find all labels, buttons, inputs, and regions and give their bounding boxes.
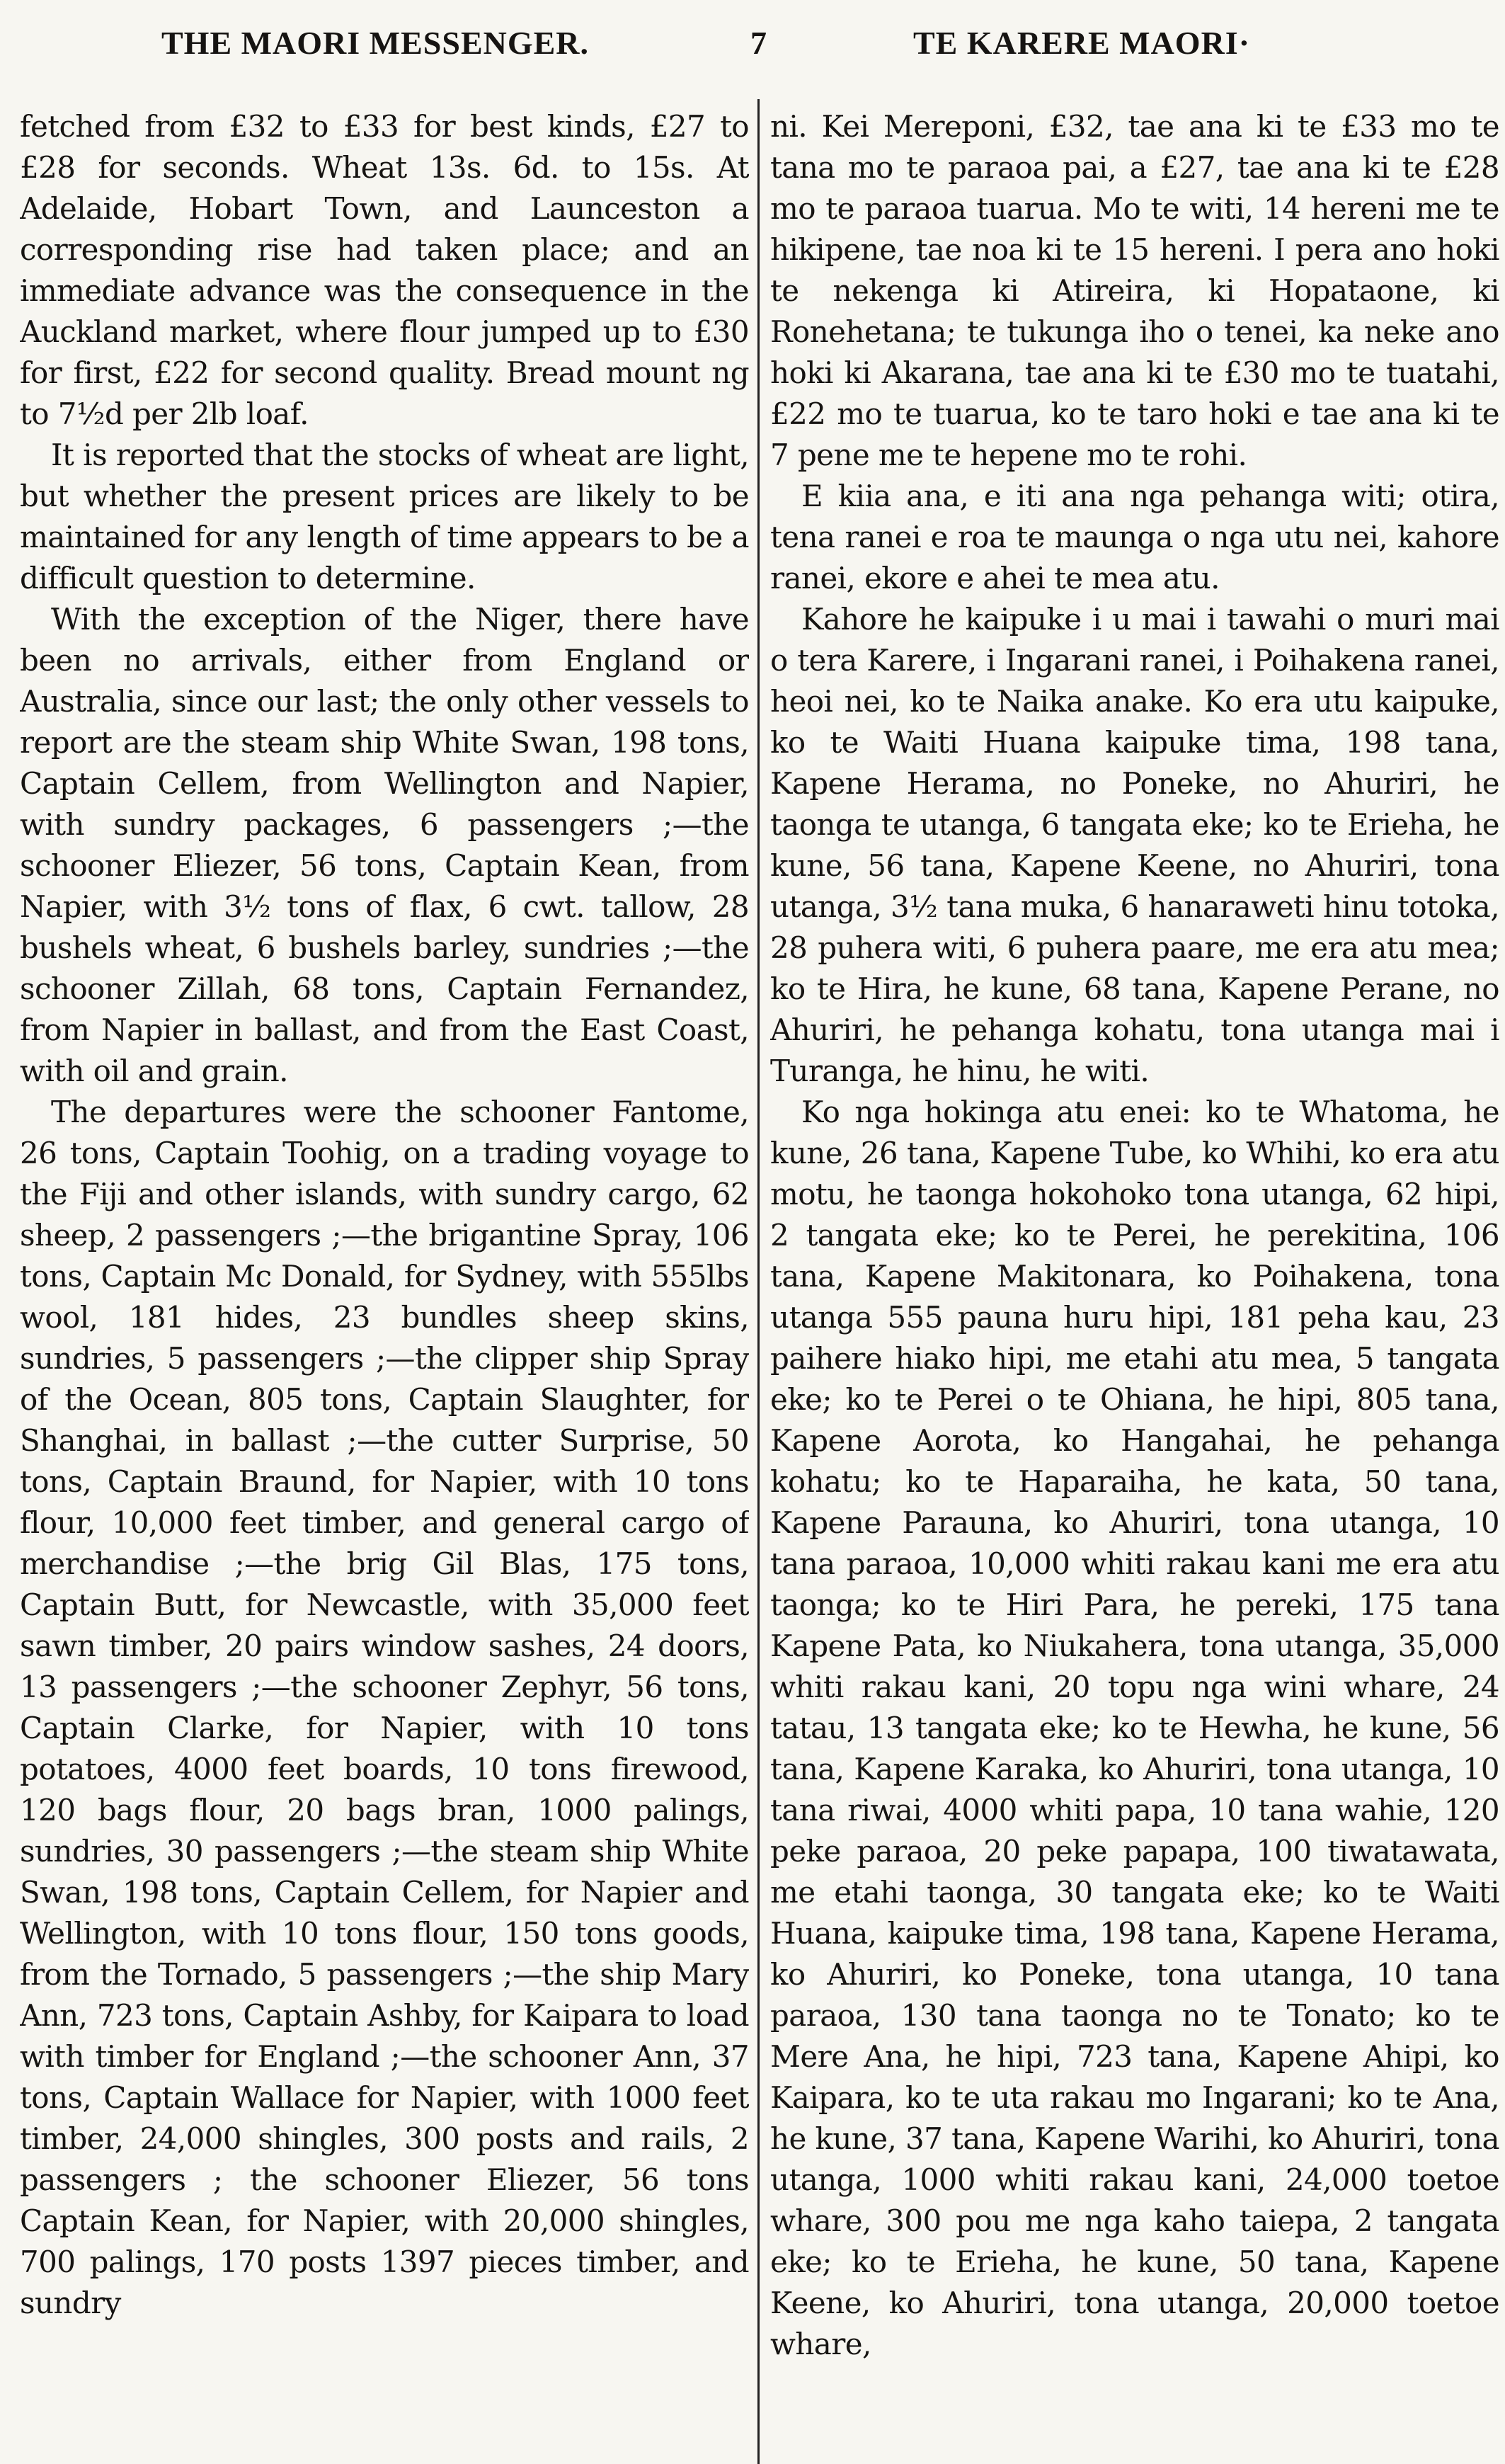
page-number: 7 [750,25,767,61]
paragraph-markets: fetched from £32 to £33 for best kinds, £27 to £28 for seconds. Wheat 13s. 6d. to 15s. At Adelaide, Hobart Town, and Launceston a corresponding rise had taken place; and an immediate advance was the consequence in the Auckland market, where flour jumped up to £30 for first, £22 for second quality. Bread mount ng to 7½d per 2lb loaf. [20,109,749,431]
paragraph-departures-maori: Ko nga hokinga atu enei: ko te Whatoma, he kune, 26 tana, Kapene Tube, ko Whihi, ko era atu motu, he taonga hokohoko tona utanga, 62 hipi, 2 tangata eke; ko te Perei, he perekitina, 106 tana, Kapene Makitonara, ko Poihakena, tona utanga 555 pauna huru hipi, 181 peha kau, 23 paihere hiako hipi, me etahi atu mea, 5 tangata eke; ko te Perei o te Ohiana, he hipi, 805 tana, Kapene Aorota, ko Hangahai, he pehanga kohatu; ko te Haparaiha, he kata, 50 tana, Kapene Parauna, ko Ahuriri, tona utanga, 10 tana paraoa, 10,000 whiti rakau kani me era atu taonga; ko te Hiri Para, he pereki, 175 tana Kapene Pata, ko Niukahera, tona utanga, 35,000 whiti rakau kani, 20 topu nga wini whare, 24 tatau, 13 tangata eke; ko te Hewha, he kune, 56 tana, Kapene Karaka, ko Ahuriri, tona utanga, 10 tana riwai, 4000 whiti papa, 10 tana wahie, 120 peke paraoa, 20 peke papapa, 100 tiwatawata, me etahi taonga, 30 tangata eke; ko te Waiti Huana, kaipuke tima, 198 tana, Kapene Herama, ko Ahuriri, ko Poneke, tona utanga, 10 tana paraoa, 130 tana taonga no te Tonato; ko te Mere Ana, he hipi, 723 tana, Kapene Ahipi, ko Kaipara, ko te uta rakau mo Ingarani; ko te Ana, he kune, 37 tana, Kapene Warihi, ko Ahuriri, tona utanga, 1000 whiti rakau kani, 24,000 toetoe whare, 300 pou me nga kaho taiepa, 2 tangata eke; ko te Erieha, he kune, 50 tana, Kapene Keene, ko Ahuriri, tona utanga, 20,000 toetoe whare, [770,1095,1499,2361]
page-header [0,0,1505,78]
english-column [20,106,749,2464]
paragraph-wheat-stocks-maori: E kiia ana, e iti ana nga pehanga witi; otira, tena ranei e roa te maunga o nga utu nei, kahore ranei, ekore e ahei te mea atu. [770,479,1499,595]
paragraph-arrivals-maori: Kahore he kaipuke i u mai i tawahi o muri mai o tera Karere, i Ingarani ranei, i Poihakena ranei, heoi nei, ko te Naika anake. Ko era utu kaipuke, ko te Waiti Huana kaipuke tima, 198 tana, Kapene Herama, no Poneke, no Ahuriri, he taonga te utanga, 6 tangata eke; ko te Erieha, he kune, 56 tana, Kapene Keene, no Ahuriri, tona utanga, 3½ tana muka, 6 hanaraweti hinu totoka, 28 puhera witi, 6 puhera paare, me era atu mea; ko te Hira, he kune, 68 tana, Kapene Perane, no Ahuriri, he pehanga kohatu, tona utanga mai i Turanga, he hinu, he witi. [770,602,1499,1088]
column-divider [757,99,760,2464]
english-masthead: THE MAORI MESSENGER. [161,25,590,61]
maori-masthead: TE KARERE MAORI· [913,25,1251,61]
paragraph-departures: The departures were the schooner Fantome, 26 tons, Captain Toohig, on a trading voyage to the Fiji and other islands, with sundry cargo, 62 sheep, 2 passengers ;—the brigantine Spray, 106 tons, Captain Mc Donald, for Sydney, with 555lbs wool, 181 hides, 23 bundles sheep skins, sundries, 5 passengers ;—the clipper ship Spray of the Ocean, 805 tons, Captain Slaughter, for Shanghai, in ballast ;—the cutter Surprise, 50 tons, Captain Braund, for Napier, with 10 tons flour, 10,000 feet timber, and general cargo of merchandise ;—the brig Gil Blas, 175 tons, Captain Butt, for Newcastle, with 35,000 feet sawn timber, 20 pairs window sashes, 24 doors, 13 passengers ;—the schooner Zephyr, 56 tons, Captain Clarke, for Napier, with 10 tons potatoes, 4000 feet boards, 10 tons firewood, 120 bags flour, 20 bags bran, 1000 palings, sundries, 30 passengers ;—the steam ship White Swan, 198 tons, Captain Cellem, for Napier and Wellington, with 10 tons flour, 150 tons goods, from the Tornado, 5 passengers ;—the ship Mary Ann, 723 tons, Captain Ashby, for Kaipara to load with timber for England ;—the schooner Ann, 37 tons, Captain Wallace for Napier, with 1000 feet timber, 24,000 shingles, 300 posts and rails, 2 passengers ; the schooner Eliezer, 56 tons Captain Kean, for Napier, with 20,000 shingles, 700 palings, 170 posts 1397 pieces timber, and sundry [20,1095,749,2320]
paragraph-markets-maori: ni. Kei Mereponi, £32, tae ana ki te £33 mo te tana mo te paraoa pai, a £27, tae ana ki te £28 mo te paraoa tuarua. Mo te witi, 14 hereni me te hikipene, tae noa ki te 15 hereni. I pera ano hoki te nekenga ki Atireira, ki Hopataone, ki Ronehetana; te tukunga iho o tenei, ka neke ano hoki ki Akarana, tae ana ki te £30 mo te tuatahi, £22 mo te tuarua, ko te taro hoki e tae ana ki te 7 pene me te hepene mo te rohi. [770,109,1499,472]
paragraph-arrivals: With the exception of the Niger, there have been no arrivals, either from England or Australia, since our last; the only other vessels to report are the steam ship White Swan, 198 tons, Captain Cellem, from Wellington and Napier, with sundry packages, 6 passengers ;—the schooner Eliezer, 56 tons, Captain Kean, from Napier, with 3½ tons of flax, 6 cwt. tallow, 28 bushels wheat, 6 bushels barley, sundries ;—the schooner Zillah, 68 tons, Captain Fernandez, from Napier in ballast, and from the East Coast, with oil and grain. [20,602,749,1088]
maori-column [770,106,1499,2464]
paragraph-wheat-stocks: It is reported that the stocks of wheat are light, but whether the present prices are likely to be maintained for any length of time appears to be a difficult question to determine. [20,438,749,595]
